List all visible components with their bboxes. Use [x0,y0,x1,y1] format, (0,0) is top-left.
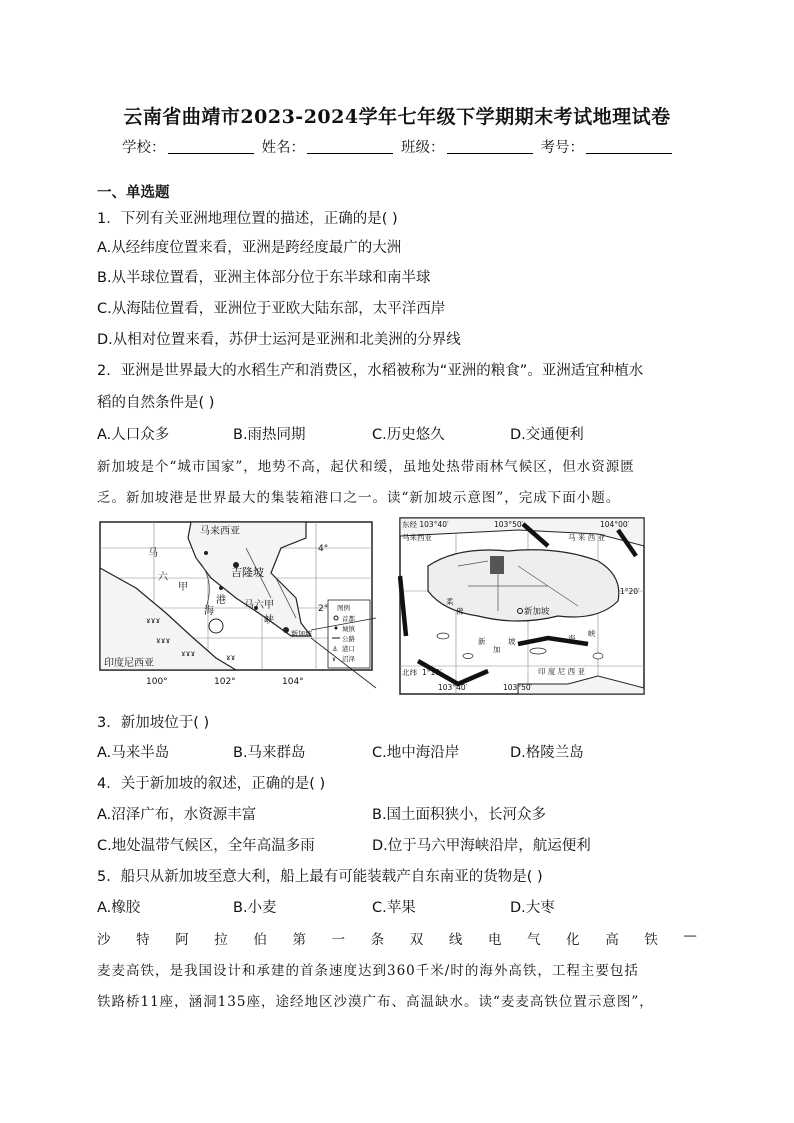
label-malaysia-right: 马来西亚 [402,533,432,542]
passage1-line2: 乏。新加坡港是世界最大的集装箱港口之一。读“新加坡示意图”，完成下面小题。 [97,490,621,506]
label-lon104: 104° [282,677,304,687]
anchor-icon: ⚓ [332,645,338,653]
passage2-char: — [683,928,697,944]
passage2-char: 一 [331,932,346,948]
id-label: 考号： [540,140,584,156]
passage2-char: 沙 [97,932,111,948]
label-lon3: 104°00′ [600,520,630,529]
class-label: 班级： [401,140,445,156]
passage2-char: 电 [487,932,502,948]
q4-option-b[interactable]: B.国土面积狭小，长河众多 [372,807,547,823]
label-bottom-lon2: 103°50′ [503,683,533,692]
q5-option-d[interactable]: D.大枣 [510,900,555,916]
label-lat4: 4° [318,544,329,554]
legend-city: 城镇 [342,625,355,633]
q1-stem: 1．下列有关亚洲地理位置的描述，正确的是( ) [97,211,398,227]
q3-option-d[interactable]: D.格陵兰岛 [510,745,584,761]
legend-port: 港口 [342,645,355,653]
passage2-char: 铁 [644,932,658,948]
city-icon [335,627,338,630]
q4-stem: 4．关于新加坡的叙述，正确的是( ) [97,776,326,792]
label-indonesia: 印度尼西亚 [104,658,154,669]
label-liu: 六 [158,572,168,583]
label-ju: 柔 [446,597,454,606]
label-jia: 甲 [178,582,188,593]
label-strait-xin: 新 [478,637,486,646]
label-lat2-right: 1°10′ [422,668,442,677]
q3-option-c[interactable]: C.地中海沿岸 [372,745,460,761]
q1-option-c[interactable]: C.从海陆位置看，亚洲位于亚欧大陆东部，太平洋西岸 [97,301,446,317]
passage2-char: 气 [527,932,541,948]
q5-option-a[interactable]: A.橡胶 [97,900,141,916]
label-lat2: 2° [318,604,329,614]
label-xia: 峡 [264,615,274,626]
passage2-line1 [97,928,697,948]
q2-option-b[interactable]: B.雨热同期 [233,427,306,443]
passage2-char: 拉 [214,932,228,948]
label-strait-xia: 峡 [588,629,596,638]
swamp-icon-4: ɤɤ [226,653,236,662]
name-label: 姓名： [261,140,305,156]
swamp-legend-icon: ɤ [332,655,336,663]
passage2-char: 化 [566,932,580,948]
label-fo: 佛 [456,607,464,616]
label-hai: 海 [204,606,214,617]
q5-stem: 5．船只从新加坡至意大利，船上最有可能装载产自东南亚的货物是( ) [97,869,543,885]
label-indonesia-right: 印 度 尼 西 亚 [538,667,586,676]
q2-stem-line1: 2．亚洲是世界最大的水稻生产和消费区，水稻被称为“亚洲的粮食”。亚洲适宜种植水 [97,363,644,379]
label-singapore: 新加坡 [291,630,312,638]
q3-option-b[interactable]: B.马来群岛 [233,745,306,761]
label-malaysia: 马来西亚 [200,526,240,537]
label-malacca: 马六甲 [244,600,274,611]
school-blank[interactable] [168,139,254,154]
label-strait-hai: 海 [568,634,576,643]
q5-option-b[interactable]: B.小麦 [233,900,277,916]
label-bottom-lon1: 103°40′ [438,683,468,692]
reservoir-mark [490,556,504,574]
passage2-char: 双 [409,932,424,948]
passage2-char: 伯 [253,932,267,948]
swamp-icon-1: ɤɤɤ [146,616,161,625]
label-lon102: 102° [214,677,236,687]
id-blank[interactable] [586,139,672,154]
map-legend [328,600,370,668]
label-strait-po: 坡 [508,637,516,646]
label-lon2: 103°50′ [494,520,524,529]
passage1-line1: 新加坡是个“城市国家”，地势不高，起伏和缓，虽地处热带雨林气候区，但水资源匮 [97,459,635,475]
malacca-region-map [96,518,378,694]
class-blank[interactable] [447,139,533,154]
legend-swamp: 沼泽 [342,655,355,663]
label-singapore-city: 新加坡 [524,607,550,617]
passage2-char: 高 [605,932,619,948]
legend-capital: 首都 [342,615,355,623]
q4-option-d[interactable]: D.位于马六甲海峡沿岸，航运便利 [372,838,591,854]
q2-stem-line2: 稻的自然条件是( ) [97,395,215,411]
q1-option-a[interactable]: A.从经纬度位置来看，亚洲是跨经度最广的大洲 [97,240,402,256]
passage2-char: 第 [292,932,306,948]
q3-stem: 3．新加坡位于( ) [97,715,210,731]
label-lat1: 1°20′ [620,587,640,596]
q5-option-c[interactable]: C.苹果 [372,900,416,916]
q4-option-a[interactable]: A.沼泽广布，水资源丰富 [97,807,257,823]
label-ma: 马 [148,548,158,559]
q1-option-d[interactable]: D.从相对位置来看，苏伊士运河是亚洲和北美洲的分界线 [97,332,461,348]
swamp-icon-3: ɤɤɤ [181,649,196,658]
student-info-line [122,136,680,157]
singapore-detail-map [398,516,646,696]
q2-option-c[interactable]: C.历史悠久 [372,427,445,443]
label-lon-east: 东经 103°40′ [402,520,449,529]
label-north-lat: 北纬 [402,668,417,677]
q4-option-c[interactable]: C.地处温带气候区，全年高温多雨 [97,838,315,854]
q2-option-d[interactable]: D.交通便利 [510,427,584,443]
passage2-char: 特 [136,932,150,948]
label-lon100: 100° [146,677,168,687]
page-title: 云南省曲靖市2023-2024学年七年级下学期期末考试地理试卷 [123,106,671,128]
legend-road: 公路 [342,635,355,643]
passage2-char: 阿 [175,932,189,948]
swamp-icon-2: ɤɤɤ [156,636,171,645]
q3-option-a[interactable]: A.马来半岛 [97,745,170,761]
section-heading: 一、单选题 [97,185,170,201]
passage2-line2: 麦麦高铁，是我国设计和承建的首条速度达到360千米/时的海外高铁，工程主要包括 [97,963,639,979]
legend-title: 图例 [337,604,350,612]
label-port: 港 [216,595,226,606]
name-blank[interactable] [307,139,393,154]
label-kualalumpur: 吉隆坡 [231,566,264,579]
passage2-char: 线 [448,932,463,948]
q2-option-a[interactable]: A.人口众多 [97,427,170,443]
label-malaysia-right2: 马 来 西 亚 [568,533,606,542]
passage2-char: 条 [370,932,385,948]
label-strait-jia: 加 [493,645,501,654]
school-label: 学校： [122,140,166,156]
q1-option-b[interactable]: B.从半球位置看，亚洲主体部分位于东半球和南半球 [97,270,431,286]
passage2-line3: 铁路桥11座，涵洞135座，途经地区沙漠广布、高温缺水。读“麦麦高铁位置示意图”， [97,994,654,1010]
